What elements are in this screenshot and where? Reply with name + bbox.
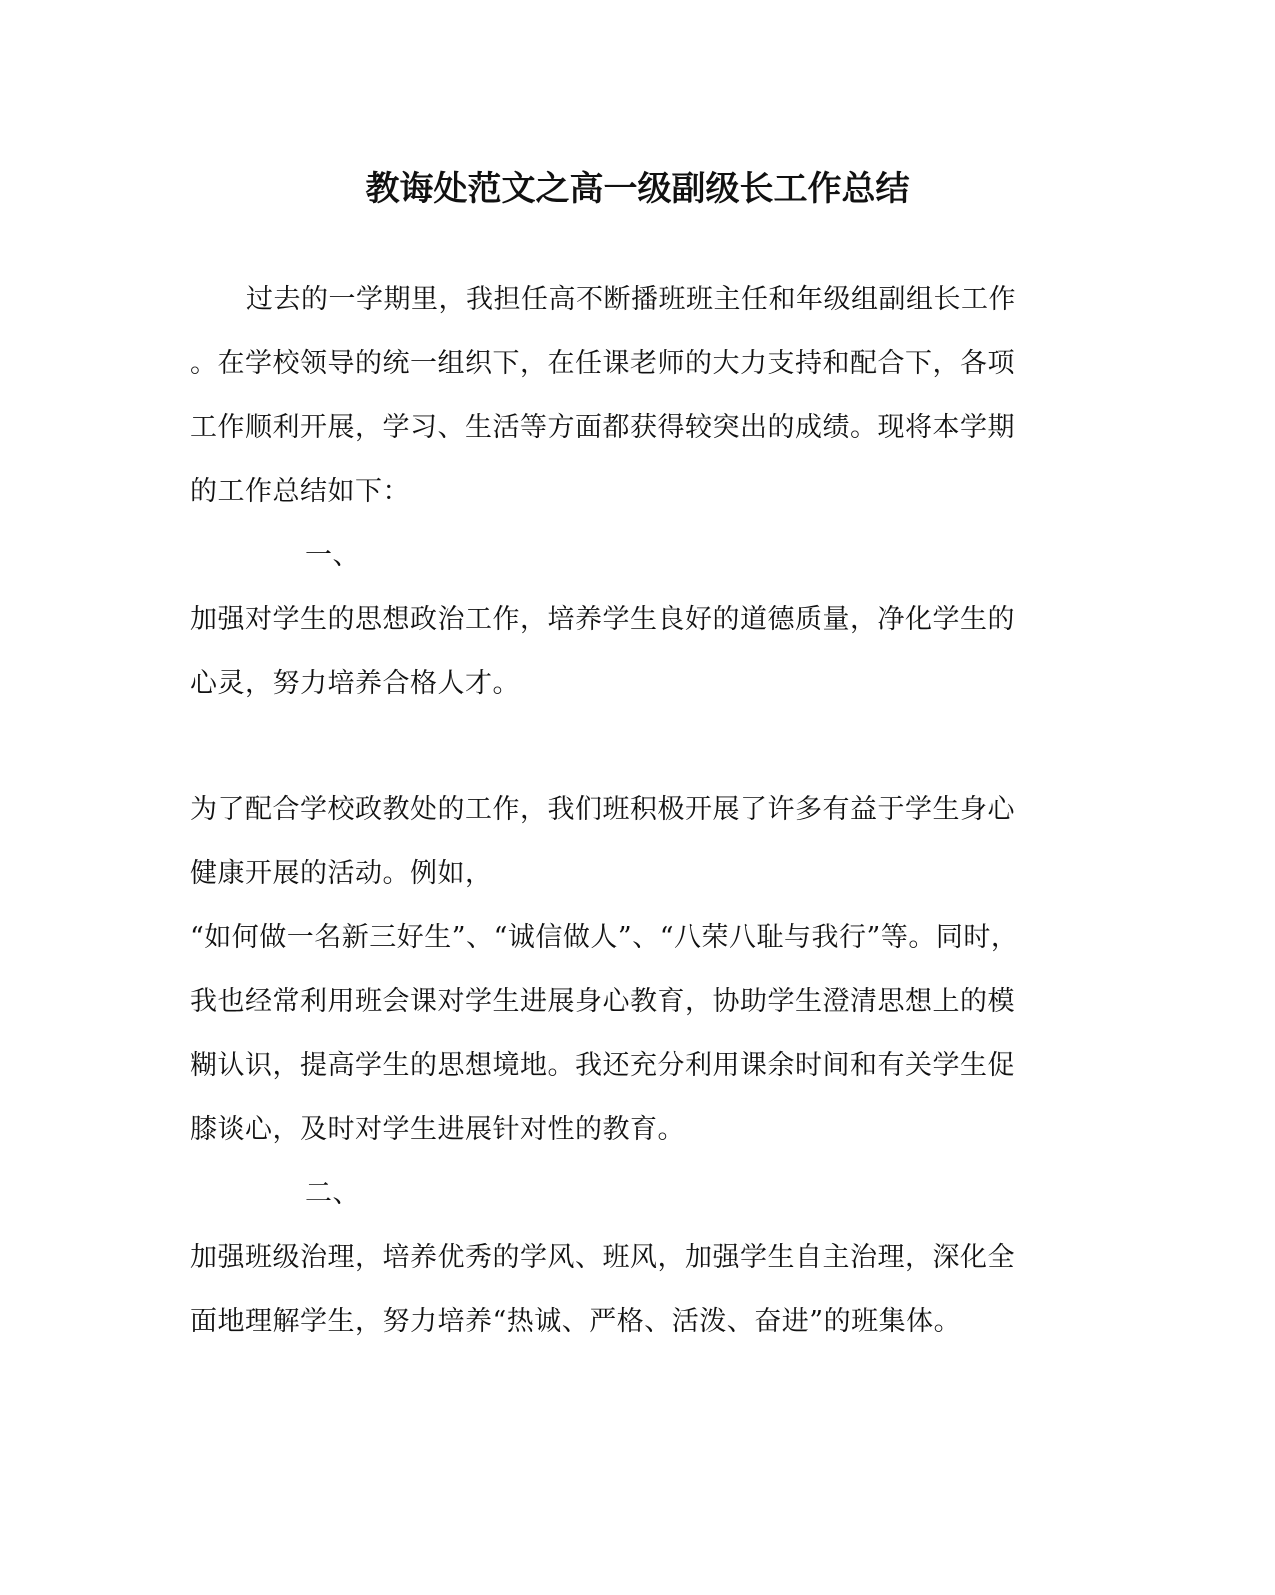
paragraph-line: 糊认识，提高学生的思想境地。我还充分利用课余时间和有关学生促 [190,1050,1015,1081]
paragraph-line: 膝谈心，及时对学生进展针对性的教育。 [190,1114,685,1145]
paragraph-line: 的工作总结如下： [190,476,410,507]
paragraph-line: 。在学校领导的统一组织下，在任课老师的大力支持和配合下，各项 [190,348,1015,379]
section-heading-line: 面地理解学生，努力培养“热诚、严格、活泼、奋进”的班集体。 [190,1306,962,1337]
paragraph-line: 工作顺利开展，学习、生活等方面都获得较突出的成绩。现将本学期 [190,412,1015,443]
paragraph-line: 过去的一学期里，我担任高不断播班班主任和年级组副组长工作 [246,284,1016,315]
section-heading-line: 加强对学生的思想政治工作，培养学生良好的道德质量，净化学生的 [190,604,1015,635]
section-number: 一、 [305,540,360,571]
paragraph-line: 我也经常利用班会课对学生进展身心教育，协助学生澄清思想上的模 [190,986,1015,1017]
paragraph-line: “如何做一名新三好生”、“诚信做人”、“八荣八耻与我行”等。同时， [190,922,1019,953]
section-heading-line: 心灵，努力培养合格人才。 [190,668,520,699]
document-title: 教诲处范文之高一级副级长工作总结 [365,169,910,209]
section-heading-line: 加强班级治理，培养优秀的学风、班风，加强学生自主治理，深化全 [190,1242,1015,1273]
section-number: 二、 [305,1178,360,1209]
paragraph-line: 健康开展的活动。例如， [190,858,493,889]
paragraph-line: 为了配合学校政教处的工作，我们班积极开展了许多有益于学生身心 [190,794,1015,825]
